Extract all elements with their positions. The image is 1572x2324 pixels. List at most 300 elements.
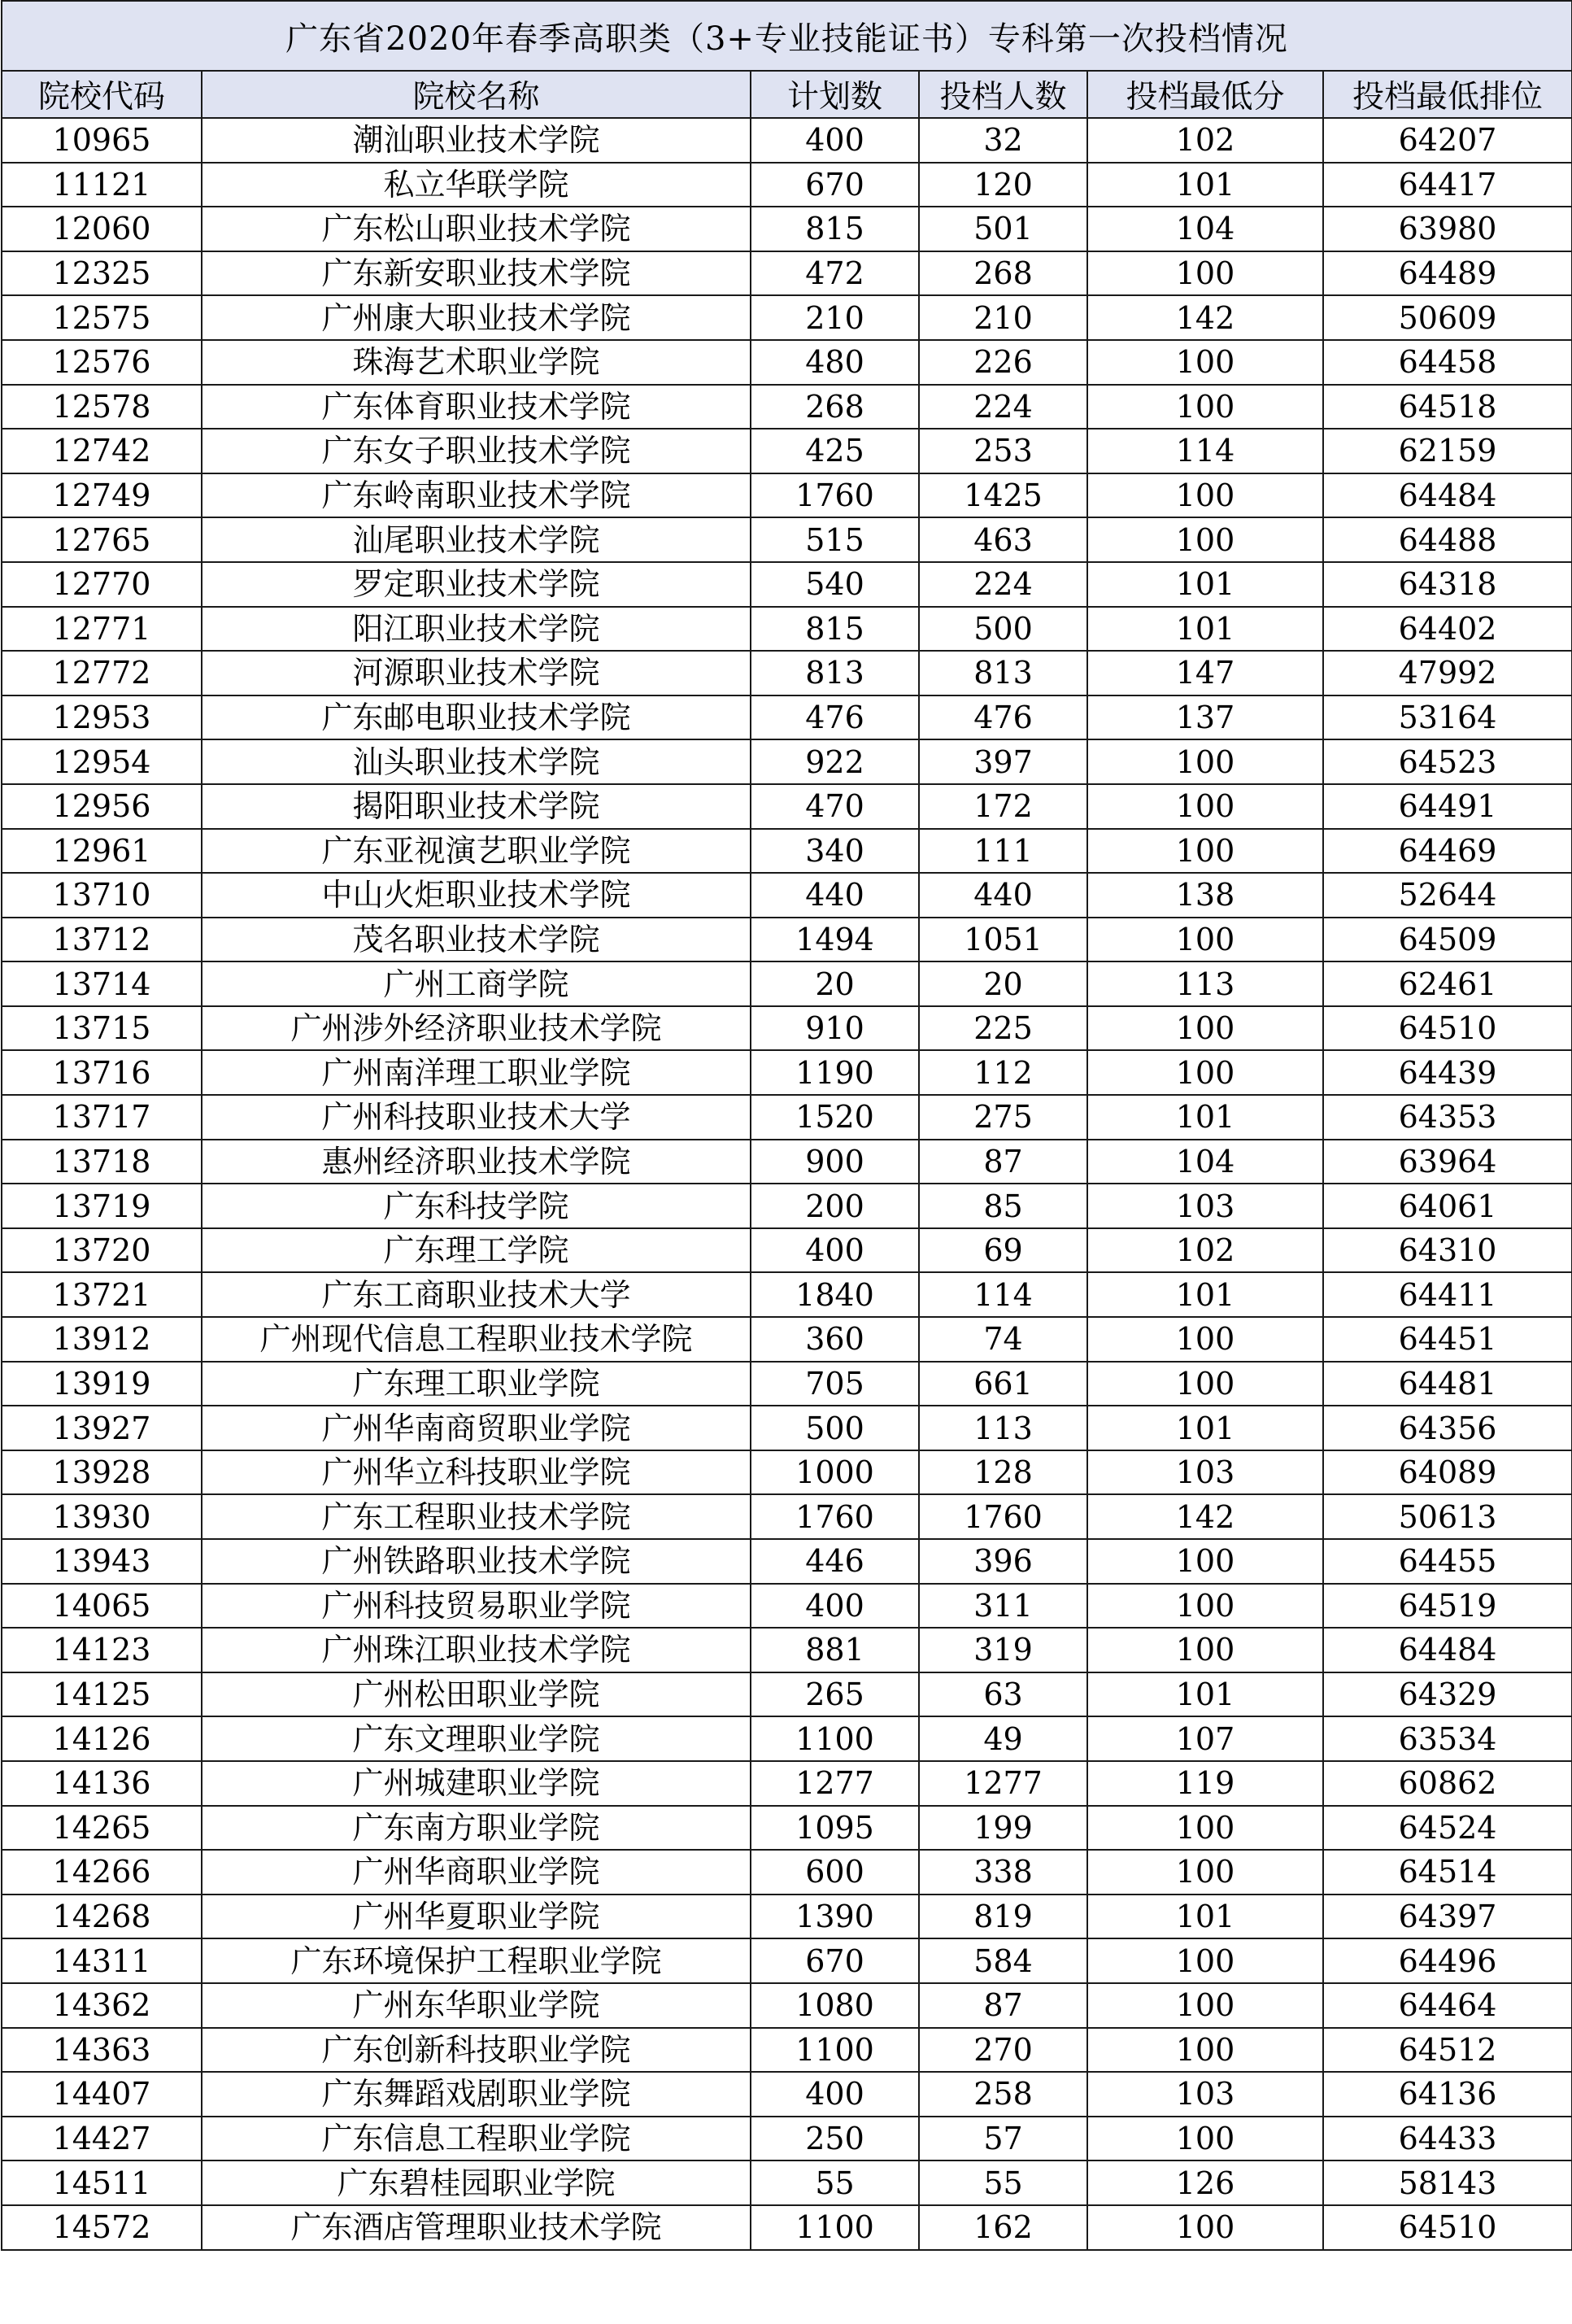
cell-admitted: 1277: [919, 1761, 1087, 1806]
cell-plan: 55: [751, 2160, 919, 2205]
cell-min-score: 113: [1087, 961, 1323, 1006]
cell-min-rank: 50613: [1323, 1494, 1572, 1539]
cell-min-score: 107: [1087, 1716, 1323, 1761]
cell-code: 12772: [2, 651, 202, 695]
cell-admitted: 85: [919, 1184, 1087, 1228]
cell-name: 广州现代信息工程职业技术学院: [202, 1317, 751, 1362]
table-row: [2, 1938, 1572, 1983]
cell-min-score: 100: [1087, 1584, 1323, 1629]
cell-code: 13943: [2, 1539, 202, 1584]
table-row: [2, 739, 1572, 784]
cell-admitted: 225: [919, 1006, 1087, 1051]
table-row: [2, 473, 1572, 518]
cell-code: 13715: [2, 1006, 202, 1051]
cell-min-rank: 64523: [1323, 739, 1572, 784]
cell-min-rank: 52644: [1323, 873, 1572, 918]
cell-min-rank: 62461: [1323, 961, 1572, 1006]
cell-code: 14363: [2, 2028, 202, 2073]
cell-plan: 1760: [751, 1494, 919, 1539]
cell-admitted: 172: [919, 784, 1087, 829]
cell-min-score: 100: [1087, 517, 1323, 562]
cell-admitted: 396: [919, 1539, 1087, 1584]
cell-admitted: 813: [919, 651, 1087, 695]
cell-min-rank: 64512: [1323, 2028, 1572, 2073]
cell-min-rank: 64451: [1323, 1317, 1572, 1362]
cell-min-score: 100: [1087, 473, 1323, 518]
cell-code: 13919: [2, 1362, 202, 1406]
cell-plan: 1277: [751, 1761, 919, 1806]
cell-admitted: 397: [919, 739, 1087, 784]
cell-min-score: 114: [1087, 429, 1323, 473]
table-row: [2, 1716, 1572, 1761]
cell-plan: 670: [751, 1938, 919, 1983]
table-row: [2, 2160, 1572, 2205]
cell-name: 广东创新科技职业学院: [202, 2028, 751, 2073]
cell-plan: 1000: [751, 1450, 919, 1495]
table-row: [2, 1494, 1572, 1539]
cell-name: 广州科技贸易职业学院: [202, 1584, 751, 1629]
cell-min-score: 100: [1087, 1628, 1323, 1672]
cell-min-score: 101: [1087, 562, 1323, 607]
cell-name: 广州东华职业学院: [202, 1983, 751, 2028]
cell-min-score: 142: [1087, 295, 1323, 340]
cell-name: 广东舞蹈戏剧职业学院: [202, 2072, 751, 2117]
cell-name: 罗定职业技术学院: [202, 562, 751, 607]
table-row: [2, 961, 1572, 1006]
cell-admitted: 49: [919, 1716, 1087, 1761]
cell-code: 14123: [2, 1628, 202, 1672]
cell-name: 广东信息工程职业学院: [202, 2117, 751, 2161]
cell-code: 13912: [2, 1317, 202, 1362]
cell-min-rank: 63534: [1323, 1716, 1572, 1761]
table-row: [2, 1584, 1572, 1629]
cell-code: 13717: [2, 1095, 202, 1140]
cell-min-rank: 64417: [1323, 163, 1572, 207]
table-row: [2, 1095, 1572, 1140]
cell-name: 河源职业技术学院: [202, 651, 751, 695]
cell-min-rank: 64510: [1323, 2205, 1572, 2250]
cell-min-score: 103: [1087, 1184, 1323, 1228]
cell-plan: 922: [751, 739, 919, 784]
cell-code: 13719: [2, 1184, 202, 1228]
cell-min-score: 100: [1087, 1006, 1323, 1051]
cell-min-score: 100: [1087, 739, 1323, 784]
cell-code: 14362: [2, 1983, 202, 2028]
table-row: [2, 1272, 1572, 1317]
cell-code: 12060: [2, 207, 202, 251]
cell-code: 14268: [2, 1895, 202, 1939]
cell-min-rank: 62159: [1323, 429, 1572, 473]
cell-min-score: 100: [1087, 1317, 1323, 1362]
cell-plan: 1840: [751, 1272, 919, 1317]
cell-min-score: 104: [1087, 1140, 1323, 1184]
cell-plan: 705: [751, 1362, 919, 1406]
cell-admitted: 69: [919, 1228, 1087, 1273]
cell-min-score: 101: [1087, 607, 1323, 652]
table-row: [2, 873, 1572, 918]
cell-plan: 265: [751, 1672, 919, 1717]
cell-min-score: 138: [1087, 873, 1323, 918]
cell-name: 揭阳职业技术学院: [202, 784, 751, 829]
cell-code: 14427: [2, 2117, 202, 2161]
table-row: [2, 829, 1572, 874]
cell-admitted: 74: [919, 1317, 1087, 1362]
cell-plan: 540: [751, 562, 919, 607]
cell-plan: 400: [751, 118, 919, 163]
cell-plan: 1080: [751, 1983, 919, 2028]
cell-min-score: 101: [1087, 163, 1323, 207]
cell-admitted: 311: [919, 1584, 1087, 1629]
cell-min-rank: 64207: [1323, 118, 1572, 163]
cell-min-rank: 63964: [1323, 1140, 1572, 1184]
cell-min-rank: 47992: [1323, 651, 1572, 695]
cell-min-rank: 50609: [1323, 295, 1572, 340]
cell-min-rank: 64397: [1323, 1895, 1572, 1939]
cell-admitted: 111: [919, 829, 1087, 874]
cell-admitted: 500: [919, 607, 1087, 652]
header-row: [2, 71, 1572, 118]
cell-min-score: 100: [1087, 1983, 1323, 2028]
col-header-min-rank: 投档最低排位: [1323, 71, 1572, 118]
cell-min-score: 101: [1087, 1272, 1323, 1317]
cell-code: 12956: [2, 784, 202, 829]
table-row: [2, 2028, 1572, 2073]
cell-name: 广东亚视演艺职业学院: [202, 829, 751, 874]
cell-plan: 360: [751, 1317, 919, 1362]
cell-code: 13721: [2, 1272, 202, 1317]
cell-admitted: 440: [919, 873, 1087, 918]
table-row: [2, 385, 1572, 429]
cell-code: 14572: [2, 2205, 202, 2250]
cell-admitted: 87: [919, 1140, 1087, 1184]
cell-min-score: 101: [1087, 1095, 1323, 1140]
cell-plan: 480: [751, 340, 919, 385]
cell-min-rank: 64353: [1323, 1095, 1572, 1140]
cell-min-rank: 64310: [1323, 1228, 1572, 1273]
table-row: [2, 1228, 1572, 1273]
cell-name: 广东文理职业学院: [202, 1716, 751, 1761]
cell-name: 广州城建职业学院: [202, 1761, 751, 1806]
cell-admitted: 32: [919, 118, 1087, 163]
cell-min-rank: 64484: [1323, 473, 1572, 518]
cell-min-score: 119: [1087, 1761, 1323, 1806]
table-row: [2, 607, 1572, 652]
cell-min-rank: 64509: [1323, 918, 1572, 962]
cell-min-rank: 64136: [1323, 2072, 1572, 2117]
table-row: [2, 1450, 1572, 1495]
cell-name: 广东工程职业技术学院: [202, 1494, 751, 1539]
cell-admitted: 584: [919, 1938, 1087, 1983]
cell-min-rank: 64318: [1323, 562, 1572, 607]
table-row: [2, 2117, 1572, 2161]
cell-admitted: 162: [919, 2205, 1087, 2250]
cell-code: 13710: [2, 873, 202, 918]
table-row: [2, 1406, 1572, 1450]
table-row: [2, 651, 1572, 695]
cell-plan: 1494: [751, 918, 919, 962]
cell-name: 广东理工职业学院: [202, 1362, 751, 1406]
table-row: [2, 1672, 1572, 1717]
cell-code: 12749: [2, 473, 202, 518]
cell-plan: 250: [751, 2117, 919, 2161]
cell-min-rank: 64469: [1323, 829, 1572, 874]
col-header-min-score: 投档最低分: [1087, 71, 1323, 118]
cell-plan: 1095: [751, 1806, 919, 1851]
table-row: [2, 1184, 1572, 1228]
cell-min-rank: 64519: [1323, 1584, 1572, 1629]
cell-admitted: 253: [919, 429, 1087, 473]
cell-admitted: 199: [919, 1806, 1087, 1851]
cell-name: 惠州经济职业技术学院: [202, 1140, 751, 1184]
cell-plan: 1100: [751, 2028, 919, 2073]
cell-name: 广东碧桂园职业学院: [202, 2160, 751, 2205]
table-row: [2, 1628, 1572, 1672]
table-row: [2, 1806, 1572, 1851]
cell-min-score: 100: [1087, 784, 1323, 829]
cell-plan: 910: [751, 1006, 919, 1051]
cell-name: 广州华立科技职业学院: [202, 1450, 751, 1495]
cell-name: 广东南方职业学院: [202, 1806, 751, 1851]
cell-plan: 1100: [751, 2205, 919, 2250]
table-row: [2, 1539, 1572, 1584]
cell-admitted: 1425: [919, 473, 1087, 518]
cell-plan: 446: [751, 1539, 919, 1584]
cell-code: 13720: [2, 1228, 202, 1273]
cell-admitted: 55: [919, 2160, 1087, 2205]
cell-min-score: 137: [1087, 695, 1323, 740]
cell-code: 14407: [2, 2072, 202, 2117]
cell-min-score: 100: [1087, 1938, 1323, 1983]
cell-min-rank: 64524: [1323, 1806, 1572, 1851]
cell-code: 14065: [2, 1584, 202, 1629]
cell-code: 13714: [2, 961, 202, 1006]
table-row: [2, 784, 1572, 829]
cell-code: 14126: [2, 1716, 202, 1761]
cell-plan: 881: [751, 1628, 919, 1672]
cell-min-score: 100: [1087, 1362, 1323, 1406]
cell-admitted: 113: [919, 1406, 1087, 1450]
cell-admitted: 224: [919, 562, 1087, 607]
table-row: [2, 2072, 1572, 2117]
cell-min-score: 101: [1087, 1672, 1323, 1717]
cell-min-rank: 64488: [1323, 517, 1572, 562]
cell-admitted: 476: [919, 695, 1087, 740]
cell-admitted: 1760: [919, 1494, 1087, 1539]
cell-admitted: 661: [919, 1362, 1087, 1406]
cell-plan: 400: [751, 2072, 919, 2117]
cell-admitted: 87: [919, 1983, 1087, 2028]
cell-min-rank: 60862: [1323, 1761, 1572, 1806]
cell-plan: 400: [751, 1228, 919, 1273]
cell-admitted: 224: [919, 385, 1087, 429]
table-row: [2, 207, 1572, 251]
table-row: [2, 1983, 1572, 2028]
cell-min-rank: 64455: [1323, 1539, 1572, 1584]
table-row: [2, 1006, 1572, 1051]
cell-plan: 425: [751, 429, 919, 473]
cell-name: 中山火炬职业技术学院: [202, 873, 751, 918]
cell-name: 广东理工学院: [202, 1228, 751, 1273]
table-title: 广东省2020年春季高职类（3+专业技能证书）专科第一次投档情况: [2, 1, 1572, 71]
table-row: [2, 2205, 1572, 2250]
cell-min-score: 126: [1087, 2160, 1323, 2205]
table-row: [2, 251, 1572, 296]
col-header-plan: 计划数: [751, 71, 919, 118]
cell-admitted: 270: [919, 2028, 1087, 2073]
col-header-code: 院校代码: [2, 71, 202, 118]
cell-code: 13927: [2, 1406, 202, 1450]
cell-admitted: 112: [919, 1050, 1087, 1095]
cell-admitted: 20: [919, 961, 1087, 1006]
col-header-admitted: 投档人数: [919, 71, 1087, 118]
cell-plan: 340: [751, 829, 919, 874]
cell-admitted: 268: [919, 251, 1087, 296]
cell-min-rank: 64496: [1323, 1938, 1572, 1983]
cell-code: 12765: [2, 517, 202, 562]
cell-admitted: 120: [919, 163, 1087, 207]
table-row: [2, 295, 1572, 340]
cell-plan: 1100: [751, 1716, 919, 1761]
cell-min-rank: 64464: [1323, 1983, 1572, 2028]
cell-code: 12954: [2, 739, 202, 784]
cell-min-score: 100: [1087, 918, 1323, 962]
cell-plan: 813: [751, 651, 919, 695]
cell-name: 广州华南商贸职业学院: [202, 1406, 751, 1450]
cell-min-rank: 64329: [1323, 1672, 1572, 1717]
cell-admitted: 819: [919, 1895, 1087, 1939]
cell-name: 广州华夏职业学院: [202, 1895, 751, 1939]
cell-name: 珠海艺术职业学院: [202, 340, 751, 385]
cell-name: 汕尾职业技术学院: [202, 517, 751, 562]
table-row: [2, 1761, 1572, 1806]
cell-min-score: 100: [1087, 340, 1323, 385]
cell-min-rank: 64491: [1323, 784, 1572, 829]
cell-name: 广东科技学院: [202, 1184, 751, 1228]
table-row: [2, 163, 1572, 207]
table-row: [2, 1140, 1572, 1184]
cell-min-rank: 64514: [1323, 1850, 1572, 1895]
cell-name: 广州康大职业技术学院: [202, 295, 751, 340]
cell-plan: 600: [751, 1850, 919, 1895]
cell-name: 茂名职业技术学院: [202, 918, 751, 962]
cell-name: 广东酒店管理职业技术学院: [202, 2205, 751, 2250]
cell-name: 广州珠江职业技术学院: [202, 1628, 751, 1672]
cell-code: 12961: [2, 829, 202, 874]
cell-min-score: 100: [1087, 1539, 1323, 1584]
cell-plan: 815: [751, 207, 919, 251]
cell-plan: 200: [751, 1184, 919, 1228]
cell-plan: 815: [751, 607, 919, 652]
cell-name: 广州科技职业技术大学: [202, 1095, 751, 1140]
cell-min-rank: 63980: [1323, 207, 1572, 251]
table-row: [2, 695, 1572, 740]
cell-plan: 400: [751, 1584, 919, 1629]
cell-code: 14311: [2, 1938, 202, 1983]
cell-admitted: 463: [919, 517, 1087, 562]
cell-name: 广州铁路职业技术学院: [202, 1539, 751, 1584]
cell-plan: 1760: [751, 473, 919, 518]
cell-min-score: 100: [1087, 2205, 1323, 2250]
cell-plan: 1520: [751, 1095, 919, 1140]
cell-min-rank: 64439: [1323, 1050, 1572, 1095]
cell-code: 13716: [2, 1050, 202, 1095]
cell-plan: 472: [751, 251, 919, 296]
cell-min-rank: 64481: [1323, 1362, 1572, 1406]
cell-name: 广州华商职业学院: [202, 1850, 751, 1895]
cell-name: 广东环境保护工程职业学院: [202, 1938, 751, 1983]
cell-code: 14125: [2, 1672, 202, 1717]
table-row: [2, 1050, 1572, 1095]
cell-min-rank: 64089: [1323, 1450, 1572, 1495]
cell-plan: 210: [751, 295, 919, 340]
cell-min-rank: 58143: [1323, 2160, 1572, 2205]
cell-admitted: 258: [919, 2072, 1087, 2117]
table-row: [2, 1362, 1572, 1406]
cell-admitted: 319: [919, 1628, 1087, 1672]
cell-min-score: 103: [1087, 1450, 1323, 1495]
cell-plan: 268: [751, 385, 919, 429]
cell-min-score: 100: [1087, 2028, 1323, 2073]
table-row: [2, 562, 1572, 607]
cell-name: 广东松山职业技术学院: [202, 207, 751, 251]
cell-min-rank: 64518: [1323, 385, 1572, 429]
cell-min-score: 102: [1087, 1228, 1323, 1273]
cell-code: 14265: [2, 1806, 202, 1851]
title-row: [2, 1, 1572, 71]
cell-admitted: 275: [919, 1095, 1087, 1140]
cell-min-rank: 64484: [1323, 1628, 1572, 1672]
cell-min-score: 101: [1087, 1895, 1323, 1939]
cell-min-rank: 64458: [1323, 340, 1572, 385]
cell-min-rank: 64510: [1323, 1006, 1572, 1051]
table-row: [2, 1317, 1572, 1362]
cell-min-rank: 64489: [1323, 251, 1572, 296]
cell-code: 13718: [2, 1140, 202, 1184]
cell-admitted: 128: [919, 1450, 1087, 1495]
table-row: [2, 1895, 1572, 1939]
cell-admitted: 501: [919, 207, 1087, 251]
cell-plan: 900: [751, 1140, 919, 1184]
cell-name: 广东新安职业技术学院: [202, 251, 751, 296]
cell-min-score: 102: [1087, 118, 1323, 163]
cell-code: 12576: [2, 340, 202, 385]
table-row: [2, 517, 1572, 562]
cell-admitted: 57: [919, 2117, 1087, 2161]
cell-code: 12325: [2, 251, 202, 296]
cell-min-rank: 53164: [1323, 695, 1572, 740]
table-row: [2, 918, 1572, 962]
cell-min-score: 100: [1087, 1050, 1323, 1095]
cell-min-score: 100: [1087, 385, 1323, 429]
cell-code: 11121: [2, 163, 202, 207]
cell-plan: 476: [751, 695, 919, 740]
cell-min-score: 100: [1087, 829, 1323, 874]
cell-plan: 1390: [751, 1895, 919, 1939]
cell-admitted: 63: [919, 1672, 1087, 1717]
cell-plan: 515: [751, 517, 919, 562]
cell-min-rank: 64356: [1323, 1406, 1572, 1450]
cell-min-score: 142: [1087, 1494, 1323, 1539]
cell-plan: 500: [751, 1406, 919, 1450]
cell-name: 广东岭南职业技术学院: [202, 473, 751, 518]
col-header-name: 院校名称: [202, 71, 751, 118]
cell-plan: 1190: [751, 1050, 919, 1095]
cell-admitted: 210: [919, 295, 1087, 340]
admission-table: [1, 0, 1572, 2251]
cell-admitted: 114: [919, 1272, 1087, 1317]
cell-name: 广东工商职业技术大学: [202, 1272, 751, 1317]
cell-code: 12575: [2, 295, 202, 340]
